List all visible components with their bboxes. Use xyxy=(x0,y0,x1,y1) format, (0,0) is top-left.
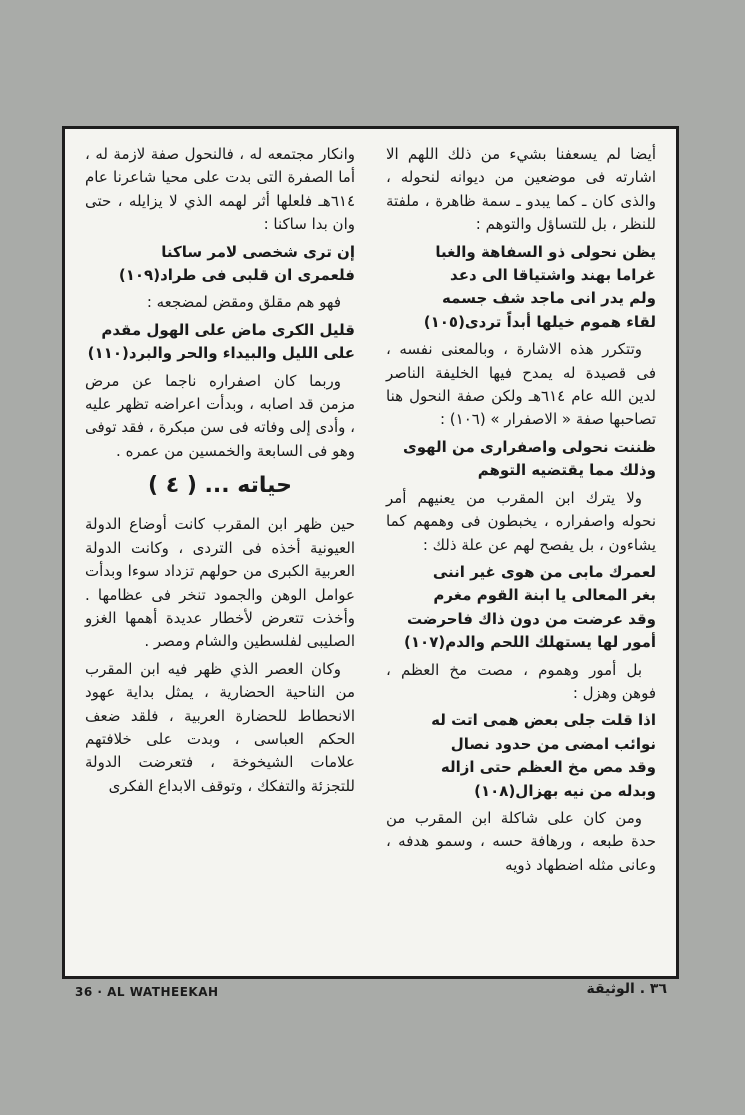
paragraph: حين ظهر ابن المقرب كانت أوضاع الدولة العيونية أخذه فى التردى ، وكانت الدولة العربية الكبرى من حولهم تزداد سوءا وبدأت عوامل الوهن والجمود تنخر فى عظامها . وأخذت تتعرض لأخطار عديدة أهمها الغزو الصليبى لفلسطين والشام ومصر . xyxy=(85,515,355,651)
verse-line: ظننت نحولى واصفرارى من الهوى xyxy=(402,437,656,456)
verse-line: ولم يدر انى ماجد شف جسمه xyxy=(442,289,656,308)
paragraph: وربما كان اصفراره ناجما عن مرض مزمن قد اصابه ، وبدأت اعراضه تظهر عليه ، وأدى إلى وفاته فى سن مبكرة ، فقد توفى وهو فى السابعة والخمسين من عمره . xyxy=(85,371,355,460)
verse-block xyxy=(85,319,355,366)
verse-line: أمور لها يستهلك اللحم والدم(١٠٧) xyxy=(404,633,656,652)
verse-line: فلعمرى ان قلبى فى طراد(١٠٩) xyxy=(118,266,355,285)
paragraph: وتتكرر هذه الاشارة ، وبالمعنى نفسه ، فى قصيدة له يمدح فيها الخليفة الناصر لدين الله عام ٦١٤هـ ولكن صفة النحول هنا تصاحبها صفة « الاصفرار » (١٠٦) : xyxy=(386,340,656,429)
verse-block xyxy=(386,241,656,335)
footer-page-label-arabic: ٣٦ . الوثيقة xyxy=(586,981,667,997)
verse-line: على الليل والبيداء والحر والبرد(١١٠) xyxy=(87,344,355,363)
article-frame xyxy=(62,126,679,979)
verse-line: اذا قلت جلى بعض همى اتت له xyxy=(431,711,656,730)
right-column xyxy=(386,143,656,881)
verse-block xyxy=(386,436,656,483)
left-column xyxy=(85,143,355,802)
verse-line: وذلك مما يقتضيه التوهم xyxy=(477,461,656,480)
paragraph: وانكار مجتمعه له ، فالنحول صفة لازمة له ، أما الصفرة التى بدت على محيا شاعرنا عام ٦١٤هـ فلعلها أثر لهمه الذي لا يزايله ، حتى وان بدا ساكنا : xyxy=(85,145,355,234)
verse-line: لقاء هموم خيلها أبداً تردى(١٠٥) xyxy=(423,312,656,331)
verse-line: قليل الكرى ماض على الهول مقدم xyxy=(101,320,355,339)
verse-line: إن ترى شخصى لامر ساكنا xyxy=(161,242,355,261)
paragraph: ولا يترك ابن المقرب من يعنيهم أمر نحوله واصفراره ، يخبطون فى وهمهم كما يشاءون ، بل يفصح لهم عن علة ذلك : xyxy=(386,488,656,554)
verse-block xyxy=(85,241,355,288)
paragraph: بل أمور وهموم ، مصت مخ العظم ، فوهن وهزل : xyxy=(386,660,656,702)
section-heading: حياته ... ( ٤ ) xyxy=(148,473,292,499)
footer-page-label-latin: 36 · AL WATHEEKAH xyxy=(75,985,219,999)
verse-block xyxy=(386,709,656,803)
verse-line: نوائب امضى من حدود نصال xyxy=(450,734,656,753)
verse-line: وقد عرضت من دون ذاك فاحرضت xyxy=(406,609,656,628)
paragraph: ومن كان على شاكلة ابن المقرب من حدة طبعه ، ورهافة حسه ، وسمو هدفه ، وعانى مثله اضطهاد ذويه xyxy=(386,808,656,874)
verse-line: لعمرك مابى من هوى غير اننى xyxy=(432,562,656,581)
paragraph: وكان العصر الذي ظهر فيه ابن المقرب من الناحية الحضارية ، يمثل بداية عهود الانحطاط للحضارة العربية ، فلقد ضعف الحكم العباسى ، وبدت على خلافتهم علامات الشيخوخة ، فتعرضت الدولة للتجزئة والتفكك ، وتوقف الابداع الفكرى xyxy=(85,659,355,795)
verse-line: بغر المعالى يا ابنة القوم مغرم xyxy=(433,586,656,605)
verse-line: وقد مص مخ العظم حتى ازاله xyxy=(440,758,656,777)
verse-line: وبدله من نيه بهزال(١٠٨) xyxy=(474,781,656,800)
verse-line: يظن نحولى ذو السفاهة والغبا xyxy=(435,242,656,261)
verse-block xyxy=(386,561,656,655)
paragraph: فهو هم مقلق ومقض لمضجعه : xyxy=(146,293,341,312)
paragraph: أيضا لم يسعفنا بشيء من ذلك اللهم الا اشارته فى موضعين من ديوانه لنحوله ، والذى كان ـ كما يبدو ـ سمة ظاهرة ، ملفتة للنظر ، بل للتساؤل والتوهم : xyxy=(386,145,656,234)
verse-line: غراما بهند واشتياقا الى دعد xyxy=(450,266,656,285)
